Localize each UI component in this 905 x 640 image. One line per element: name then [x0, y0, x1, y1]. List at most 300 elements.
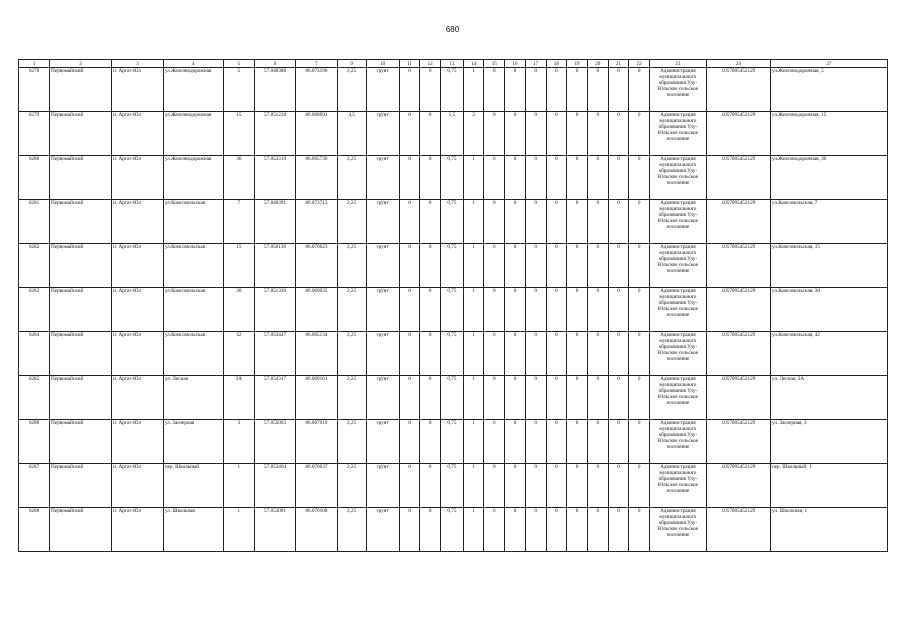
cell-c16: 0: [505, 200, 526, 244]
cell-c12: 0: [420, 112, 441, 156]
cell-c13: 0,75: [441, 288, 464, 332]
cell-address: ул.Комсомольская, 15: [770, 244, 887, 288]
cell-c14: 1: [463, 420, 484, 464]
cell-address: ул.Комсомольская, 42: [770, 332, 887, 376]
cell-c18: 0: [546, 200, 567, 244]
cell-c17: 0: [525, 376, 546, 420]
cell-c19: 0: [567, 156, 588, 200]
cell-district: Первомайский: [50, 464, 112, 508]
cell-c16: 0: [505, 332, 526, 376]
cell-c14: 1: [463, 288, 484, 332]
cell-c22: 0: [629, 508, 650, 552]
cell-address: ул.Железнодорожная, 15: [770, 112, 887, 156]
cell-c16: 0: [505, 68, 526, 112]
cell-c16: 0: [505, 112, 526, 156]
cell-c18: 0: [546, 332, 567, 376]
cell-no: 6278: [19, 68, 50, 112]
column-header: 6: [254, 60, 295, 68]
cell-area: 2,25: [337, 420, 366, 464]
cell-house: 1: [223, 464, 254, 508]
cell-c19: 0: [567, 332, 588, 376]
cell-c15: 0: [484, 156, 505, 200]
cell-c16: 0: [505, 244, 526, 288]
column-header: 22: [629, 60, 650, 68]
cell-c21: 0: [608, 420, 629, 464]
cell-area: 2,25: [337, 288, 366, 332]
cell-house: 15: [223, 112, 254, 156]
table-row: [19, 508, 888, 552]
column-header: 9: [337, 60, 366, 68]
cell-c18: 0: [546, 376, 567, 420]
cell-lon: 86.070637: [296, 464, 337, 508]
cell-address: ул.Комсомольская, 7: [770, 200, 887, 244]
cell-c17: 0: [525, 112, 546, 156]
cell-c16: 0: [505, 288, 526, 332]
cell-owner: Администрация муниципального образования Улу-Юльское сельское поселение: [649, 288, 706, 332]
cell-surface: грунт: [366, 420, 399, 464]
column-header: 5: [223, 60, 254, 68]
cell-address: ул. Лесная, 3А: [770, 376, 887, 420]
cell-street: ул.Комсомольская: [163, 288, 223, 332]
cell-c16: 0: [505, 156, 526, 200]
registry-table: [18, 59, 888, 552]
cell-c22: 0: [629, 200, 650, 244]
cell-c15: 0: [484, 112, 505, 156]
table-row: [19, 376, 888, 420]
column-header: 21: [608, 60, 629, 68]
cell-owner: Администрация муниципального образования Улу-Юльское сельское поселение: [649, 156, 706, 200]
cell-district: Первомайский: [50, 112, 112, 156]
cell-street: ул.Железнодорожная: [163, 112, 223, 156]
cell-c15: 0: [484, 420, 505, 464]
cell-c13: 0,75: [441, 376, 464, 420]
table-row: [19, 244, 888, 288]
cell-settlement: п. Аргат-Юл: [112, 68, 164, 112]
cell-no: 6284: [19, 332, 50, 376]
cell-c15: 0: [484, 288, 505, 332]
cell-lon: 86.069035: [296, 288, 337, 332]
column-header: 11: [399, 60, 420, 68]
column-header: 27: [770, 60, 887, 68]
cell-c21: 0: [608, 332, 629, 376]
cell-settlement: п. Аргат-Юл: [112, 420, 164, 464]
cell-c14: 1: [463, 200, 484, 244]
cell-c12: 0: [420, 376, 441, 420]
cell-c19: 0: [567, 420, 588, 464]
cell-owner: Администрация муниципального образования Улу-Юльское сельское поселение: [649, 200, 706, 244]
cell-c22: 0: [629, 376, 650, 420]
cell-area: 2,25: [337, 156, 366, 200]
cell-c11: 0: [399, 376, 420, 420]
cell-area: 2,25: [337, 376, 366, 420]
cell-c16: 0: [505, 376, 526, 420]
cell-c21: 0: [608, 464, 629, 508]
cell-c22: 0: [629, 68, 650, 112]
cell-c11: 0: [399, 420, 420, 464]
cell-c20: 0: [587, 332, 608, 376]
cell-c11: 0: [399, 464, 420, 508]
cell-c11: 0: [399, 288, 420, 332]
table-row: [19, 288, 888, 332]
cell-area: 4,5: [337, 112, 366, 156]
cell-surface: грунт: [366, 332, 399, 376]
table-row: [19, 156, 888, 200]
cell-district: Первомайский: [50, 244, 112, 288]
table-row: [19, 420, 888, 464]
cell-c15: 0: [484, 508, 505, 552]
cell-lat: 57.854317: [254, 376, 295, 420]
cell-c13: 0,75: [441, 244, 464, 288]
cell-no: 6279: [19, 112, 50, 156]
cell-owner: Администрация муниципального образования Улу-Юльское сельское поселение: [649, 464, 706, 508]
cell-area: 2,25: [337, 464, 366, 508]
cell-c12: 0: [420, 332, 441, 376]
cell-no: 6283: [19, 288, 50, 332]
cell-c20: 0: [587, 508, 608, 552]
cell-district: Первомайский: [50, 200, 112, 244]
cell-c15: 0: [484, 376, 505, 420]
cell-owner: Администрация муниципального образования Улу-Юльское сельское поселение: [649, 112, 706, 156]
cell-c17: 0: [525, 68, 546, 112]
table-row: [19, 112, 888, 156]
cell-c21: 0: [608, 288, 629, 332]
column-header: 20: [587, 60, 608, 68]
column-header: 17: [525, 60, 546, 68]
cell-lat: 57.851330: [254, 288, 295, 332]
cell-c18: 0: [546, 288, 567, 332]
cell-lat: 57.853319: [254, 156, 295, 200]
cell-surface: грунт: [366, 376, 399, 420]
cell-c20: 0: [587, 244, 608, 288]
cell-area: 2,25: [337, 200, 366, 244]
cell-address: пер. Школьный, 1: [770, 464, 887, 508]
cell-address: ул.Железнодорожная, 5: [770, 68, 887, 112]
cell-c12: 0: [420, 156, 441, 200]
cell-settlement: п. Аргат-Юл: [112, 376, 164, 420]
cell-owner: Администрация муниципального образования Улу-Юльское сельское поселение: [649, 508, 706, 552]
cell-c17: 0: [525, 420, 546, 464]
cell-street: ул.Комсомольская: [163, 332, 223, 376]
cell-c19: 0: [567, 112, 588, 156]
cell-lon: 86.068691: [296, 112, 337, 156]
cell-c21: 0: [608, 156, 629, 200]
cell-lon: 86.069161: [296, 376, 337, 420]
page-number: 680: [445, 25, 460, 34]
cell-c20: 0: [587, 464, 608, 508]
cell-c14: 1: [463, 156, 484, 200]
cell-c22: 0: [629, 288, 650, 332]
cell-settlement: п. Аргат-Юл: [112, 112, 164, 156]
cell-house: 30: [223, 288, 254, 332]
cell-ogrn: 1057005452129: [706, 288, 770, 332]
cell-c15: 0: [484, 332, 505, 376]
cell-lon: 86.073713: [296, 200, 337, 244]
cell-c12: 0: [420, 508, 441, 552]
cell-c19: 0: [567, 288, 588, 332]
cell-c11: 0: [399, 68, 420, 112]
cell-no: 6282: [19, 244, 50, 288]
cell-no: 6287: [19, 464, 50, 508]
cell-ogrn: 1057005452129: [706, 68, 770, 112]
cell-c21: 0: [608, 68, 629, 112]
cell-c22: 0: [629, 420, 650, 464]
cell-surface: грунт: [366, 156, 399, 200]
column-header: 16: [505, 60, 526, 68]
column-header: 23: [649, 60, 706, 68]
cell-street: ул. Школьная: [163, 508, 223, 552]
table-row: [19, 68, 888, 112]
cell-c14: 1: [463, 376, 484, 420]
cell-surface: грунт: [366, 200, 399, 244]
cell-c20: 0: [587, 288, 608, 332]
cell-c17: 0: [525, 508, 546, 552]
cell-lat: 57.853001: [254, 508, 295, 552]
cell-no: 6280: [19, 156, 50, 200]
cell-c16: 0: [505, 508, 526, 552]
cell-district: Первомайский: [50, 332, 112, 376]
column-header: 19: [567, 60, 588, 68]
cell-c19: 0: [567, 68, 588, 112]
cell-c18: 0: [546, 68, 567, 112]
cell-settlement: п. Аргат-Юл: [112, 464, 164, 508]
cell-house: 15: [223, 244, 254, 288]
cell-house: 7: [223, 200, 254, 244]
cell-lat: 57.853464: [254, 464, 295, 508]
cell-lon: 86.070623: [296, 244, 337, 288]
header-row: [19, 60, 888, 68]
cell-c18: 0: [546, 420, 567, 464]
cell-no: 6285: [19, 376, 50, 420]
cell-settlement: п. Аргат-Юл: [112, 156, 164, 200]
cell-c12: 0: [420, 420, 441, 464]
cell-ogrn: 1057005452129: [706, 244, 770, 288]
cell-street: ул.Комсомольская: [163, 200, 223, 244]
cell-c11: 0: [399, 244, 420, 288]
cell-owner: Администрация муниципального образования Улу-Юльское сельское поселение: [649, 332, 706, 376]
cell-ogrn: 1057005452129: [706, 200, 770, 244]
column-header: 24: [706, 60, 770, 68]
cell-ogrn: 1057005452129: [706, 112, 770, 156]
cell-c14: 1: [463, 464, 484, 508]
cell-c12: 0: [420, 200, 441, 244]
cell-c17: 0: [525, 200, 546, 244]
cell-c13: 0,75: [441, 420, 464, 464]
cell-address: ул.Железнодорожная, 36: [770, 156, 887, 200]
cell-area: 2,25: [337, 244, 366, 288]
cell-c17: 0: [525, 244, 546, 288]
cell-settlement: п. Аргат-Юл: [112, 508, 164, 552]
cell-ogrn: 1057005452129: [706, 376, 770, 420]
cell-c11: 0: [399, 156, 420, 200]
column-header: 2: [50, 60, 112, 68]
cell-lon: 86.070108: [296, 508, 337, 552]
cell-street: ул. Заозерная: [163, 420, 223, 464]
cell-owner: Администрация муниципального образования Улу-Юльское сельское поселение: [649, 420, 706, 464]
cell-c20: 0: [587, 420, 608, 464]
cell-c21: 0: [608, 244, 629, 288]
cell-c14: 1: [463, 332, 484, 376]
cell-district: Первомайский: [50, 68, 112, 112]
cell-c11: 0: [399, 508, 420, 552]
cell-district: Первомайский: [50, 376, 112, 420]
table-row: [19, 464, 888, 508]
cell-c16: 0: [505, 464, 526, 508]
cell-c18: 0: [546, 244, 567, 288]
cell-c14: 1: [463, 508, 484, 552]
cell-c15: 0: [484, 200, 505, 244]
cell-c12: 0: [420, 464, 441, 508]
cell-c13: 0,75: [441, 156, 464, 200]
cell-c18: 0: [546, 508, 567, 552]
cell-lat: 57.848388: [254, 68, 295, 112]
column-header: 14: [463, 60, 484, 68]
cell-house: 3А: [223, 376, 254, 420]
cell-c17: 0: [525, 156, 546, 200]
cell-c11: 0: [399, 112, 420, 156]
cell-c13: 0,75: [441, 464, 464, 508]
cell-area: 2,25: [337, 68, 366, 112]
cell-c18: 0: [546, 156, 567, 200]
cell-c13: 0,75: [441, 200, 464, 244]
cell-settlement: п. Аргат-Юл: [112, 200, 164, 244]
cell-c19: 0: [567, 244, 588, 288]
cell-address: ул.Комсомольская, 30: [770, 288, 887, 332]
cell-c18: 0: [546, 464, 567, 508]
cell-lon: 86.067919: [296, 420, 337, 464]
cell-surface: грунт: [366, 244, 399, 288]
cell-c19: 0: [567, 508, 588, 552]
cell-c21: 0: [608, 376, 629, 420]
cell-lat: 57.848391: [254, 200, 295, 244]
cell-c20: 0: [587, 200, 608, 244]
cell-ogrn: 1057005452129: [706, 156, 770, 200]
cell-c22: 0: [629, 464, 650, 508]
cell-c20: 0: [587, 156, 608, 200]
cell-street: ул.Железнодорожная: [163, 68, 223, 112]
cell-street: ул. Лесная: [163, 376, 223, 420]
cell-district: Первомайский: [50, 156, 112, 200]
cell-c19: 0: [567, 376, 588, 420]
cell-area: 2,25: [337, 508, 366, 552]
cell-c13: 1,5: [441, 112, 464, 156]
cell-c17: 0: [525, 464, 546, 508]
column-header: 10: [366, 60, 399, 68]
cell-c13: 0,75: [441, 68, 464, 112]
cell-surface: грунт: [366, 508, 399, 552]
table-row: [19, 200, 888, 244]
cell-surface: грунт: [366, 68, 399, 112]
cell-street: ул.Комсомольская: [163, 244, 223, 288]
cell-c17: 0: [525, 288, 546, 332]
cell-c14: 2: [463, 112, 484, 156]
cell-address: ул. Заозерная, 3: [770, 420, 887, 464]
cell-owner: Администрация муниципального образования Улу-Юльское сельское поселение: [649, 68, 706, 112]
column-header: 1: [19, 60, 50, 68]
cell-owner: Администрация муниципального образования Улу-Юльское сельское поселение: [649, 244, 706, 288]
cell-c11: 0: [399, 332, 420, 376]
cell-settlement: п. Аргат-Юл: [112, 244, 164, 288]
cell-c11: 0: [399, 200, 420, 244]
cell-c12: 0: [420, 244, 441, 288]
cell-c15: 0: [484, 68, 505, 112]
cell-c16: 0: [505, 420, 526, 464]
cell-c20: 0: [587, 68, 608, 112]
column-header: 7: [296, 60, 337, 68]
cell-c12: 0: [420, 68, 441, 112]
cell-surface: грунт: [366, 112, 399, 156]
column-header: 15: [484, 60, 505, 68]
cell-district: Первомайский: [50, 508, 112, 552]
cell-c18: 0: [546, 112, 567, 156]
cell-address: ул. Школьная, 1: [770, 508, 887, 552]
cell-ogrn: 1057005452129: [706, 332, 770, 376]
cell-c22: 0: [629, 156, 650, 200]
cell-c14: 1: [463, 68, 484, 112]
cell-no: 6286: [19, 420, 50, 464]
cell-house: 5: [223, 68, 254, 112]
cell-c21: 0: [608, 508, 629, 552]
cell-c19: 0: [567, 200, 588, 244]
cell-street: пер. Школьный: [163, 464, 223, 508]
column-header: 18: [546, 60, 567, 68]
cell-house: 1: [223, 508, 254, 552]
cell-no: 6288: [19, 508, 50, 552]
cell-district: Первомайский: [50, 420, 112, 464]
cell-house: 36: [223, 156, 254, 200]
cell-lat: 57.855003: [254, 420, 295, 464]
cell-lat: 57.850130: [254, 244, 295, 288]
table-row: [19, 332, 888, 376]
cell-c13: 0,75: [441, 508, 464, 552]
cell-district: Первомайский: [50, 288, 112, 332]
cell-lon: 86.065134: [296, 332, 337, 376]
cell-ogrn: 1057005452129: [706, 464, 770, 508]
cell-c21: 0: [608, 200, 629, 244]
cell-no: 6281: [19, 200, 50, 244]
cell-settlement: п. Аргат-Юл: [112, 332, 164, 376]
cell-ogrn: 1057005452129: [706, 508, 770, 552]
cell-c15: 0: [484, 244, 505, 288]
cell-surface: грунт: [366, 288, 399, 332]
cell-c22: 0: [629, 112, 650, 156]
cell-c13: 0,75: [441, 332, 464, 376]
cell-area: 2,25: [337, 332, 366, 376]
column-header: 13: [441, 60, 464, 68]
cell-house: 42: [223, 332, 254, 376]
cell-ogrn: 1057005452129: [706, 420, 770, 464]
cell-settlement: п. Аргат-Юл: [112, 288, 164, 332]
column-header: 12: [420, 60, 441, 68]
cell-surface: грунт: [366, 464, 399, 508]
cell-lon: 86.065730: [296, 156, 337, 200]
cell-lat: 57.853447: [254, 332, 295, 376]
cell-c21: 0: [608, 112, 629, 156]
column-header: 3: [112, 60, 164, 68]
cell-c12: 0: [420, 288, 441, 332]
cell-c15: 0: [484, 464, 505, 508]
cell-c14: 1: [463, 244, 484, 288]
cell-c17: 0: [525, 332, 546, 376]
cell-c22: 0: [629, 244, 650, 288]
cell-owner: Администрация муниципального образования Улу-Юльское сельское поселение: [649, 376, 706, 420]
cell-street: ул.Железнодорожная: [163, 156, 223, 200]
cell-c19: 0: [567, 464, 588, 508]
cell-lon: 86.073196: [296, 68, 337, 112]
column-header: 4: [163, 60, 223, 68]
cell-house: 3: [223, 420, 254, 464]
cell-c22: 0: [629, 332, 650, 376]
table-body: [19, 68, 888, 552]
